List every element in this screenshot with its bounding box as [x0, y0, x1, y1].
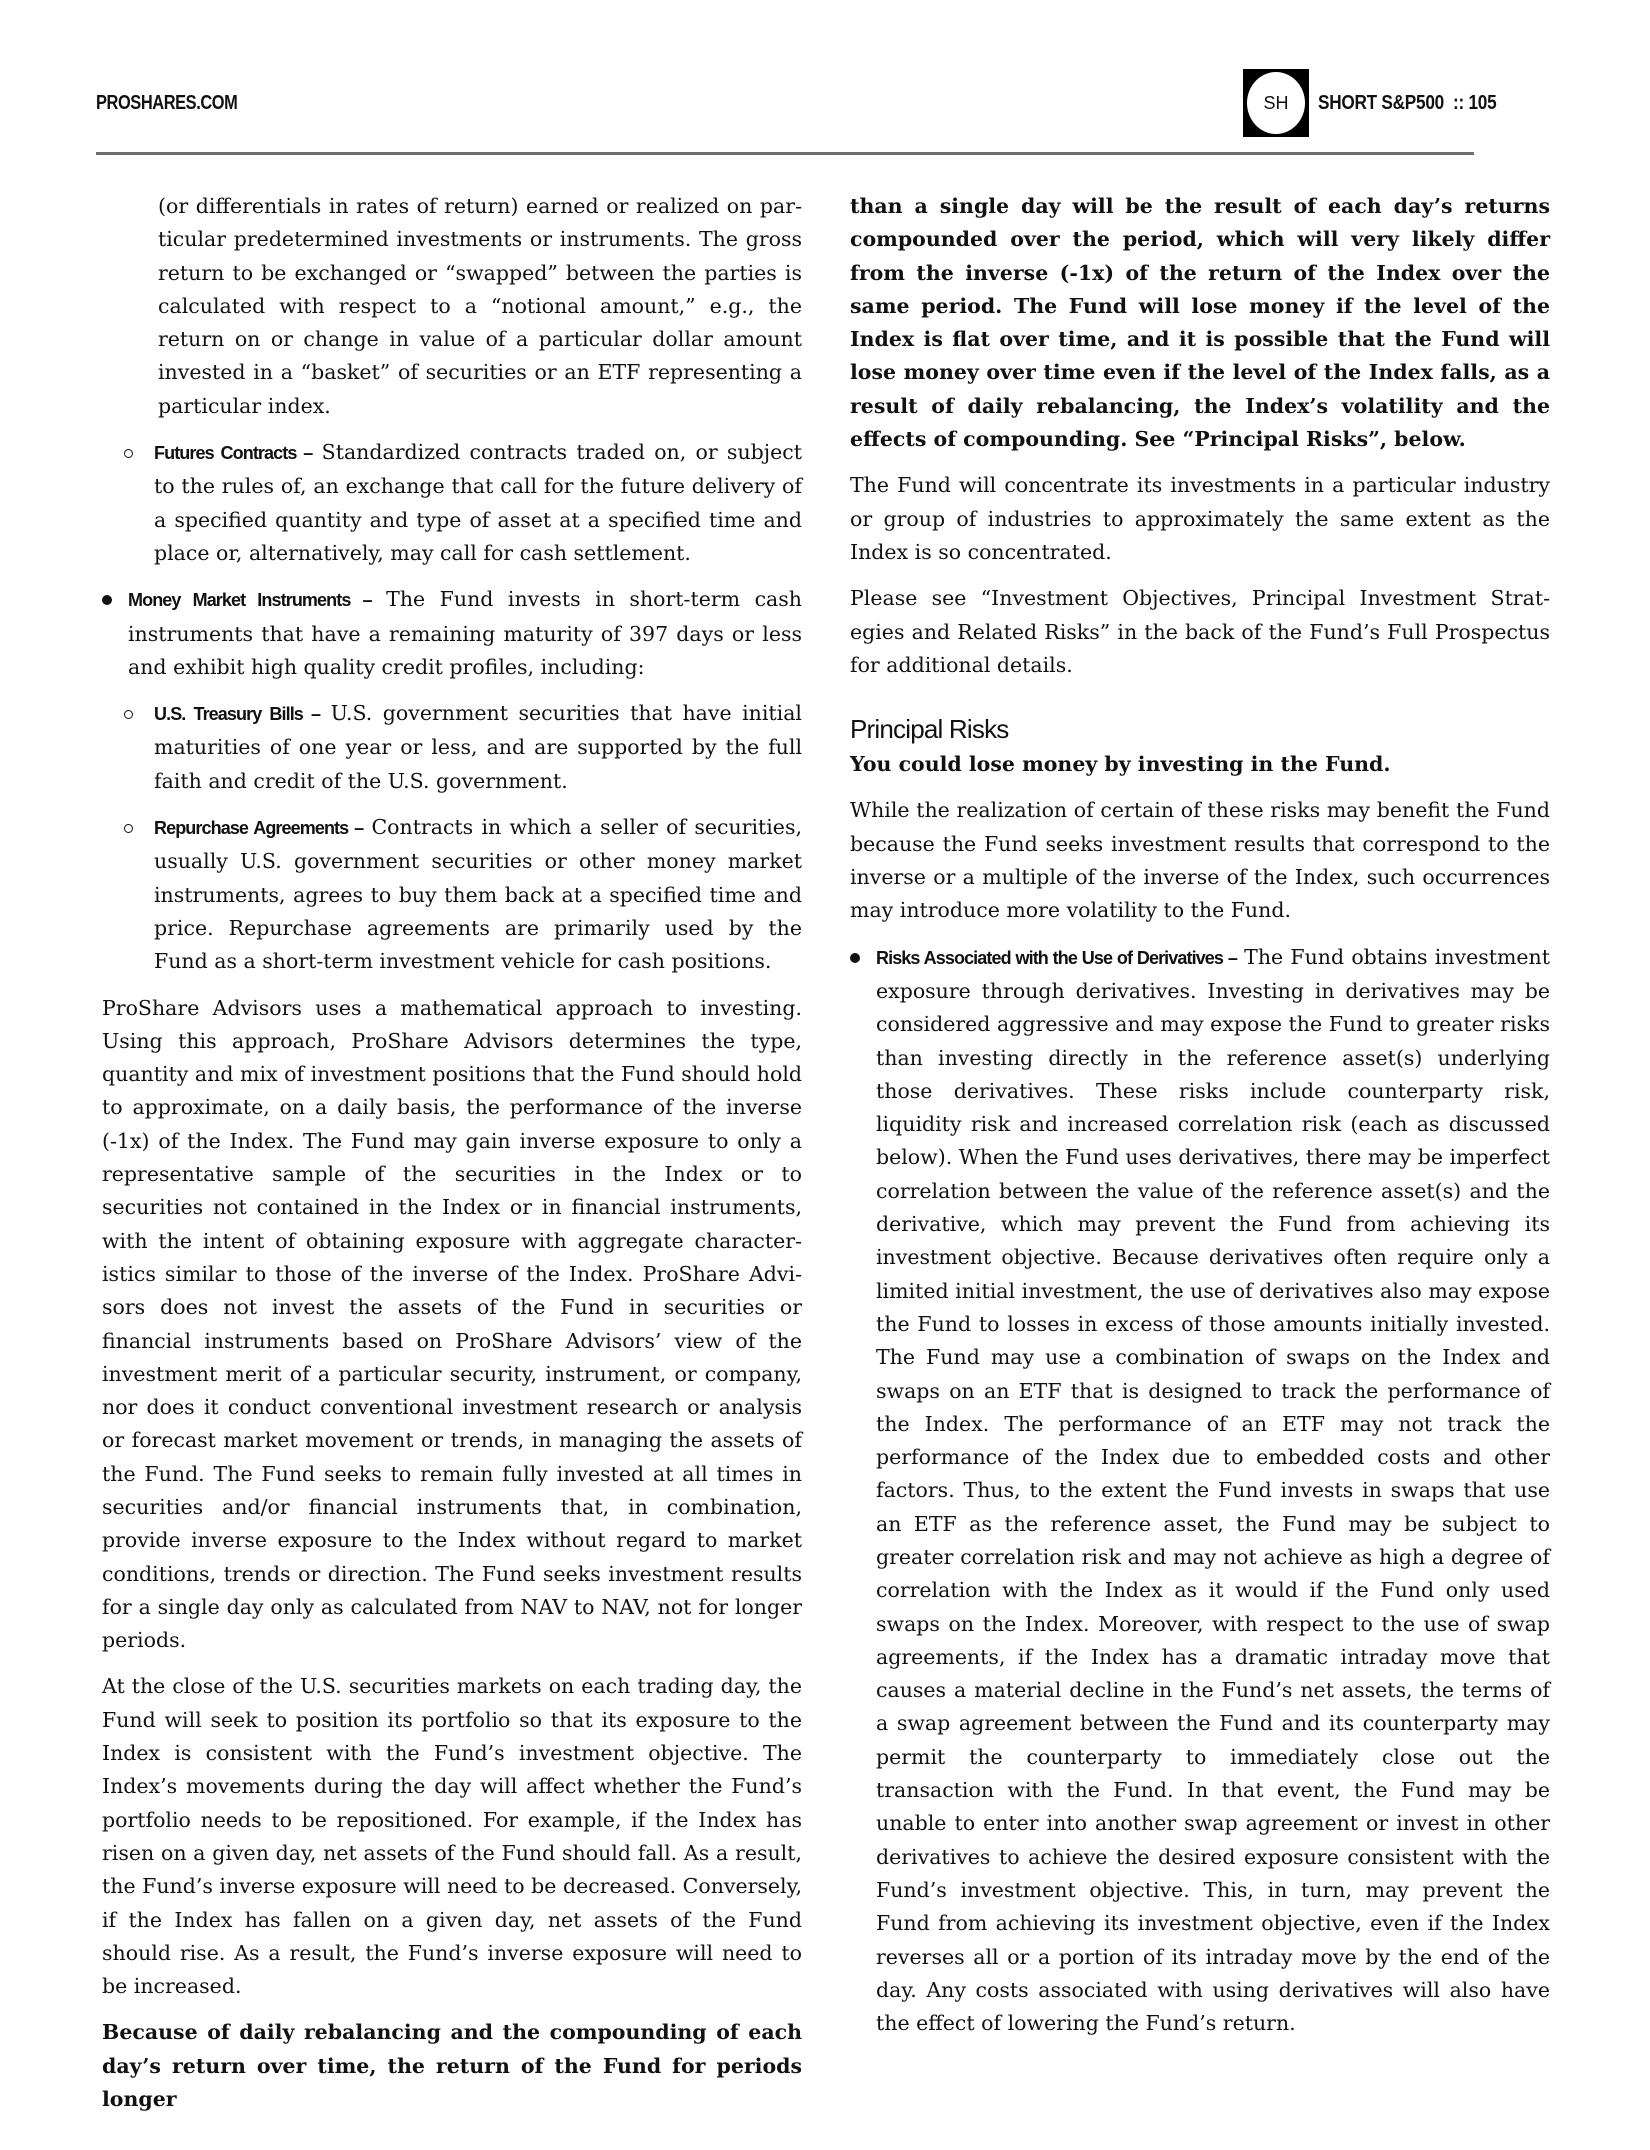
list-item-derivatives-risk: [850, 941, 1550, 2041]
item-text: The Fund invests in short-term cash instruments that have a remaining maturity of 397 days or less and exhibit high quality credit profiles, including:: [128, 587, 803, 679]
risk-warning-subheading: You could lose money by investing in the Fund.: [850, 752, 1391, 777]
item-label: Futures Contracts –: [154, 443, 313, 464]
hollow-bullet-icon: [124, 824, 133, 833]
list-item-treasury-bills: [102, 697, 802, 798]
hollow-bullet-icon: [124, 449, 133, 458]
swap-definition-continuation: (or differentials in rates of return) earned or realized on particular predetermined investments or instruments. The gross return to be exchanged or “swapped” between the parties is calculated with respect to a “notional amount,” e.g., the return on or change in value of a particular dollar amount invested in a “basket” of securities or an ETF representing a particular index.: [158, 194, 802, 418]
item-label: U.S. Treasury Bills –: [154, 704, 321, 725]
left-column: [102, 190, 802, 2129]
item-text: Standardized contracts traded on, or subject to the rules of, an exchange that call for the future delivery of a specified quantity and type of asset at a specified time and place or, alternatively, may call for cash settlement.: [154, 440, 802, 565]
site-name: PROSHARES.COM: [96, 92, 238, 114]
paragraph-prospectus-reference: Please see “Investment Objectives, Principal Investment Strategies and Related Risks” in the back of the Fund’s Full Prospectus for additional details.: [850, 586, 1550, 677]
paragraph-risks-intro: While the realization of certain of these risks may benefit the Fund because the Fund seeks investment results that correspond to the inverse or a multiple of the inverse of the Index, such occurrences may introduce more volatility to the Fund.: [850, 798, 1550, 923]
list-item-money-market-instruments: [102, 583, 802, 684]
solid-bullet-icon: [102, 595, 112, 605]
item-label: Repurchase Agreements –: [154, 818, 364, 839]
item-text: Contracts in which a seller of securities, usually U.S. government securities or other money market instruments, agrees to buy them back at a specified time and price. Repurchase agreements are primarily used by the Fund as a short-term investment vehicle for cash positions.: [154, 815, 802, 974]
hollow-bullet-icon: [124, 710, 133, 719]
paragraph-concentration: The Fund will concentrate its investments in a particular industry or group of industries to approximately the same extent as the Index is so concentrated.: [850, 473, 1550, 564]
paragraph-daily-rebalancing-warning: Because of daily rebalancing and the compounding of each day’s return over time, the return of the Fund for periods longer: [102, 2020, 802, 2112]
fund-title-page-number: SHORT S&P500 :: 105: [1318, 92, 1497, 114]
fund-ticker-badge: [1243, 69, 1309, 137]
ticker-circle-icon: SH: [1247, 72, 1305, 134]
paragraph-market-close: At the close of the U.S. securities markets on each trading day, the Fund will seek to position its portfolio so that its exposure to the Index is consistent with the Fund’s investment objective. The Index’s movements during the day will affect whether the Fund’s portfolio needs to be repositioned. For example, if the Index has risen on a given day, net assets of the Fund should fall. As a result, the Fund’s inverse exposure will need to be decreased. Conversely, if the Index has fallen on a given day, net assets of the Fund should rise. As a result, the Fund’s inverse exposure will need to be increased.: [102, 1674, 802, 1999]
solid-bullet-icon: [850, 953, 860, 963]
list-item-futures-contracts: [102, 436, 802, 570]
right-column: [850, 190, 1550, 2053]
header-divider: [96, 152, 1474, 155]
paragraph-daily-rebalancing-warning-cont: than a single day will be the result of each day’s returns compounded over the period, which will very likely differ from the inverse (-1x) of the return of the Index over the same period. The Fund will lose money if the level of the Index is flat over time, and it is possible that the Fund will lose money over time even if the level of the Index falls, as a result of daily rebalancing, the Index’s volatility and the effects of compounding. See “Principal Risks”, below.: [850, 194, 1550, 452]
item-text: The Fund obtains investment exposure through derivatives. Investing in derivatives may be considered aggressive and may expose the Fund to greater risks than investing directly in the reference asset(s) underlying those derivatives. These risks include counterparty risk, liquidity risk and increased correlation risk (each as discussed below). When the Fund uses derivatives, there may be imperfect correlation between the value of the reference asset(s) and the derivative, which may prevent the Fund from achieving its investment objective. Because derivatives often require only a limited initial investment, the use of derivatives also may expose the Fund to losses in excess of those amounts initially invested. The Fund may use a combination of swaps on the Index and swaps on an ETF that is designed to track the performance of the Index. The performance of an ETF may not track the performance of the Index due to embedded costs and other factors. Thus, to the extent the Fund invests in swaps that use an ETF as the reference asset, the Fund may be subject to greater correlation risk and may not achieve as high a degree of correlation with the Index as it would if the Fund only used swaps on the Index. Moreover, with respect to the use of swap agreements, if the Index has a dramatic intraday move that causes a material decline in the Fund’s net assets, the terms of a swap agreement between the Fund and its counterparty may permit the counterparty to immediately close out the transaction with the Fund. In that event, the Fund may be unable to enter into another swap agreement or invest in other derivatives to achieve the desired exposure consistent with the Fund’s investment objective. This, in turn, may prevent the Fund from achieving its investment objective, even if the Index reverses all or a portion of its intraday move by the end of the day. Any costs associated with using derivatives will also have the effect of lowering the Fund’s return.: [876, 944, 1550, 2036]
list-item-repurchase-agreements: [102, 811, 802, 978]
item-label: Risks Associated with the Use of Derivatives –: [876, 947, 1237, 968]
item-label: Money Market Instruments –: [128, 590, 372, 611]
paragraph-mathematical-approach: ProShare Advisors uses a mathematical approach to investing. Using this approach, ProShare Advisors determines the type, quantity and mix of investment positions that the Fund should hold to approximate, on a daily basis, the performance of the inverse (-1x) of the Index. The Fund may gain inverse exposure to only a representative sample of the securities in the Index or to securities not contained in the Index or in financial instruments, with the intent of obtaining exposure with aggregate characteristics similar to those of the inverse of the Index. ProShare Advisors does not invest the assets of the Fund in securities or financial instruments based on ProShare Advisors’ view of the investment merit of a particular security, instrument, or company, nor does it conduct conventional investment research or analysis or forecast market movement or trends, in managing the assets of the Fund. The Fund seeks to remain fully invested at all times in securities and/or financial instruments that, in combination, provide inverse exposure to the Index without regard to market conditions, trends or direction. The Fund seeks investment results for a single day only as calculated from NAV to NAV, not for longer periods.: [102, 995, 802, 1653]
section-heading-principal-risks: Principal Risks: [850, 714, 1009, 745]
item-text: U.S. government securities that have initial maturities of one year or less, and are supported by the full faith and credit of the U.S. government.: [154, 701, 802, 793]
page-header: [0, 0, 1650, 160]
